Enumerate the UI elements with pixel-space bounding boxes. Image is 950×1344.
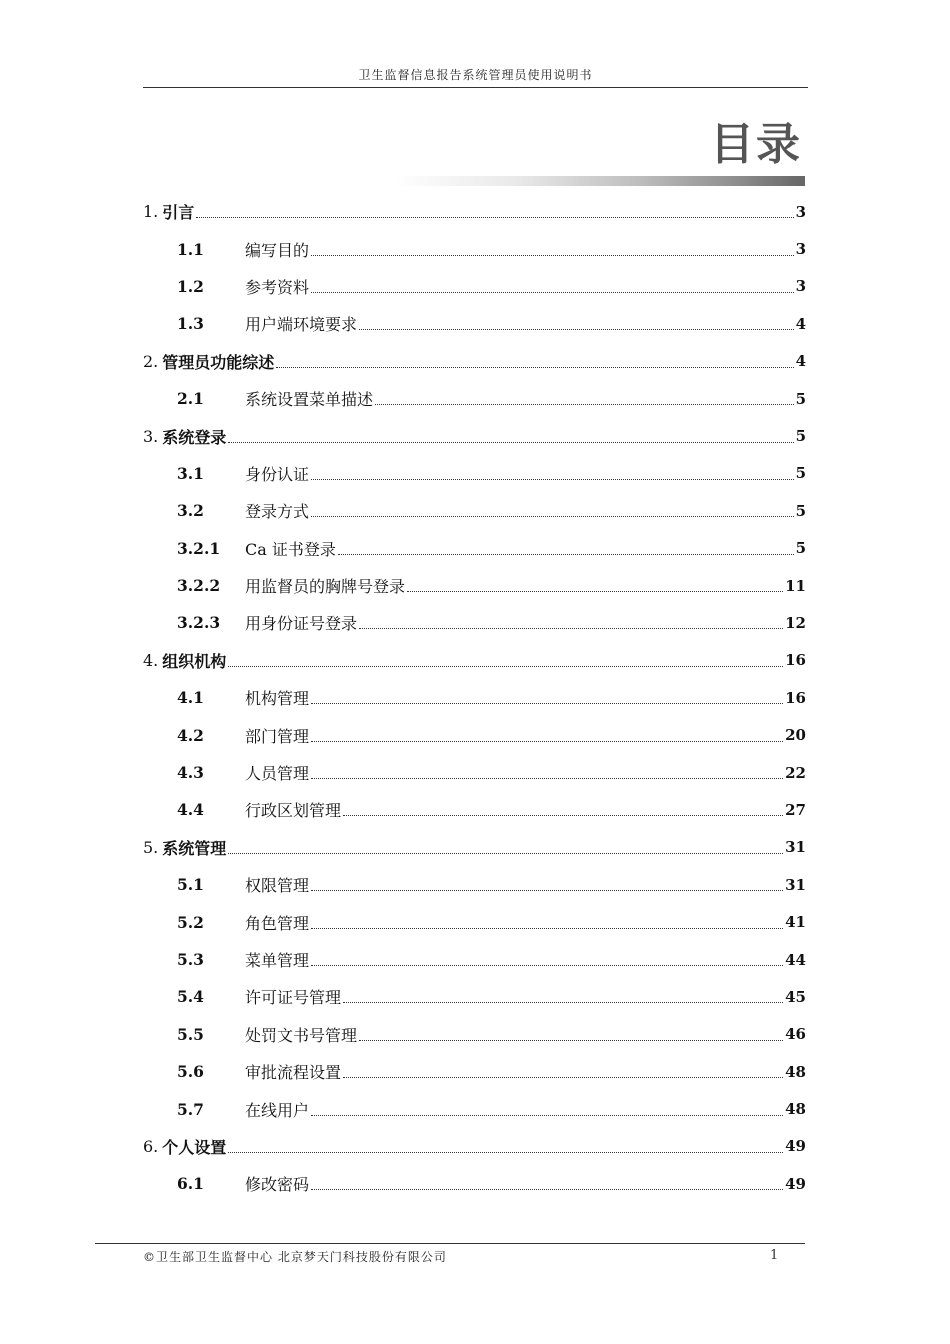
toc-dot-leader [311,965,783,966]
toc-section-entry[interactable] [143,417,806,454]
toc-subsection-entry[interactable] [143,492,806,529]
toc-section-entry[interactable] [143,642,806,679]
page-title: 目录 [710,119,802,170]
toc-entry-page: 31 [785,875,806,894]
toc-subsection-entry[interactable] [143,380,806,417]
toc-section-entry[interactable] [143,829,806,866]
toc-entry-page: 16 [785,688,806,707]
toc-entry-page: 44 [785,950,806,969]
toc-entry-page: 49 [785,1137,806,1156]
toc-entry-number: 6.1 [177,1174,204,1194]
toc-entry-page: 3 [795,277,806,296]
toc-dot-leader [311,1189,783,1190]
toc-subsection-entry[interactable] [143,1090,806,1127]
toc-entry-title: Ca 证书登录 [245,539,336,559]
toc-dot-leader [359,628,783,629]
toc-dot-leader [311,928,783,929]
toc-entry-title: 系统登录 [162,427,227,447]
table-of-contents [143,193,806,1203]
toc-entry-page: 5 [795,464,806,483]
toc-dot-leader [343,1002,783,1003]
toc-entry-page: 27 [785,800,806,819]
toc-entry-title: 在线用户 [245,1100,310,1120]
toc-section-entry[interactable] [143,343,806,380]
toc-dot-leader [311,741,783,742]
toc-entry-title: 部门管理 [245,726,310,746]
toc-entry-page: 5 [795,539,806,558]
toc-dot-leader [228,666,783,667]
toc-entry-page: 5 [795,427,806,446]
toc-entry-title: 修改密码 [245,1175,310,1195]
footer-divider [95,1243,805,1244]
toc-entry-page: 11 [785,576,806,595]
toc-entry-number: 3. [143,426,159,446]
toc-entry-title: 机构管理 [245,689,310,709]
toc-dot-leader [359,329,794,330]
toc-entry-page: 3 [795,202,806,221]
toc-dot-leader [338,554,794,555]
toc-entry-number: 4. [143,650,159,670]
toc-entry-title: 身份认证 [245,464,310,484]
toc-entry-title: 用户端环境要求 [245,315,358,335]
toc-entry-number: 5.2 [177,912,204,932]
toc-subsection-entry[interactable] [143,305,806,342]
toc-entry-number: 2.1 [177,389,204,409]
toc-dot-leader [196,217,793,218]
toc-dot-leader [228,1152,783,1153]
toc-subsection-entry[interactable] [143,530,806,567]
toc-dot-leader [311,255,794,256]
footer-page-number: 1 [770,1248,779,1263]
toc-entry-title: 处罚文书号管理 [245,1025,358,1045]
toc-entry-page: 16 [785,651,806,670]
toc-entry-number: 5.3 [177,950,204,969]
running-header: 卫生监督信息报告系统管理员使用说明书 [358,68,593,82]
toc-dot-leader [407,591,783,592]
toc-entry-number: 5.4 [177,987,204,1007]
toc-dot-leader [343,1077,783,1078]
toc-entry-title: 组织机构 [162,651,227,671]
toc-entry-title: 引言 [162,203,195,223]
toc-dot-leader [311,778,783,779]
toc-subsection-entry[interactable] [143,716,806,753]
toc-entry-page: 12 [785,613,806,632]
toc-entry-number: 4.4 [177,800,204,820]
toc-entry-number: 1.2 [177,276,204,296]
toc-entry-number: 1. [143,202,159,222]
toc-dot-leader [311,1115,783,1116]
toc-dot-leader [311,292,794,293]
toc-entry-page: 41 [785,913,806,932]
toc-entry-title: 编写目的 [245,240,310,260]
toc-entry-page: 48 [785,1100,806,1119]
toc-entry-title: 人员管理 [245,764,310,784]
toc-dot-leader [228,442,793,443]
header-divider [143,87,808,88]
toc-subsection-entry[interactable] [143,1165,806,1202]
toc-dot-leader [311,516,794,517]
toc-entry-number: 3.1 [177,463,204,483]
toc-subsection-entry[interactable] [143,903,806,940]
toc-entry-page: 45 [785,987,806,1006]
toc-dot-leader [375,404,794,405]
toc-subsection-entry[interactable] [143,604,806,641]
toc-entry-number: 2. [143,351,159,371]
toc-entry-page: 5 [795,389,806,408]
toc-entry-title: 管理员功能综述 [162,352,275,372]
title-gradient-bar [393,176,805,186]
toc-entry-page: 22 [785,763,806,782]
toc-dot-leader [359,1040,783,1041]
toc-dot-leader [276,367,793,368]
toc-subsection-entry[interactable] [143,1053,806,1090]
toc-dot-leader [311,890,783,891]
toc-entry-number: 5.1 [177,875,204,895]
toc-subsection-entry[interactable] [143,754,806,791]
toc-entry-page: 5 [795,501,806,520]
toc-entry-number: 1.1 [177,239,204,259]
toc-entry-page: 4 [795,314,806,333]
toc-subsection-entry[interactable] [143,567,806,604]
toc-entry-title: 行政区划管理 [245,801,342,821]
toc-entry-page: 48 [785,1062,806,1081]
toc-entry-title: 个人设置 [162,1137,227,1157]
toc-entry-number: 5.7 [177,1099,204,1119]
toc-subsection-entry[interactable] [143,978,806,1015]
toc-entry-title: 用监督员的胸牌号登录 [245,577,406,597]
toc-entry-title: 用身份证号登录 [245,614,358,634]
toc-section-entry[interactable] [143,193,806,230]
toc-entry-title: 菜单管理 [245,951,310,970]
footer-copyright: ©卫生部卫生监督中心 北京梦天门科技股份有限公司 [143,1250,447,1264]
toc-entry-title: 审批流程设置 [245,1063,342,1083]
toc-dot-leader [343,815,783,816]
toc-entry-number: 4.3 [177,763,204,783]
toc-subsection-entry[interactable] [143,230,806,267]
toc-entry-number: 5.5 [177,1024,204,1044]
toc-subsection-entry[interactable] [143,268,806,305]
toc-entry-number: 5. [143,837,159,857]
toc-entry-page: 3 [795,240,806,259]
toc-dot-leader [228,853,783,854]
toc-entry-title: 系统设置菜单描述 [245,390,374,410]
toc-subsection-entry[interactable] [143,1016,806,1053]
toc-entry-title: 登录方式 [245,502,310,522]
toc-entry-number: 4.2 [177,725,204,745]
toc-entry-page: 4 [795,352,806,371]
toc-section-entry[interactable] [143,1128,806,1165]
toc-subsection-entry[interactable] [143,866,806,903]
toc-subsection-entry[interactable] [143,791,806,828]
toc-entry-title: 参考资料 [245,277,310,297]
toc-entry-page: 46 [785,1025,806,1044]
toc-entry-title: 系统管理 [162,838,227,858]
toc-entry-title: 许可证号管理 [245,988,342,1008]
toc-entry-title: 权限管理 [245,876,310,896]
toc-dot-leader [311,703,783,704]
toc-entry-number: 4.1 [177,688,204,708]
toc-entry-title: 角色管理 [245,913,310,933]
toc-dot-leader [311,479,794,480]
toc-subsection-entry[interactable] [143,941,806,978]
toc-subsection-entry[interactable] [143,455,806,492]
toc-entry-page: 49 [785,1174,806,1193]
toc-entry-number: 3.2.1 [177,538,221,558]
toc-entry-number: 3.2.2 [177,576,221,596]
toc-entry-page: 31 [785,838,806,857]
toc-entry-number: 5.6 [177,1062,204,1082]
toc-entry-number: 1.3 [177,314,204,334]
toc-entry-number: 3.2.3 [177,613,221,633]
toc-subsection-entry[interactable] [143,679,806,716]
toc-entry-number: 3.2 [177,501,204,521]
toc-entry-page: 20 [785,726,806,745]
toc-entry-number: 6. [143,1136,159,1156]
